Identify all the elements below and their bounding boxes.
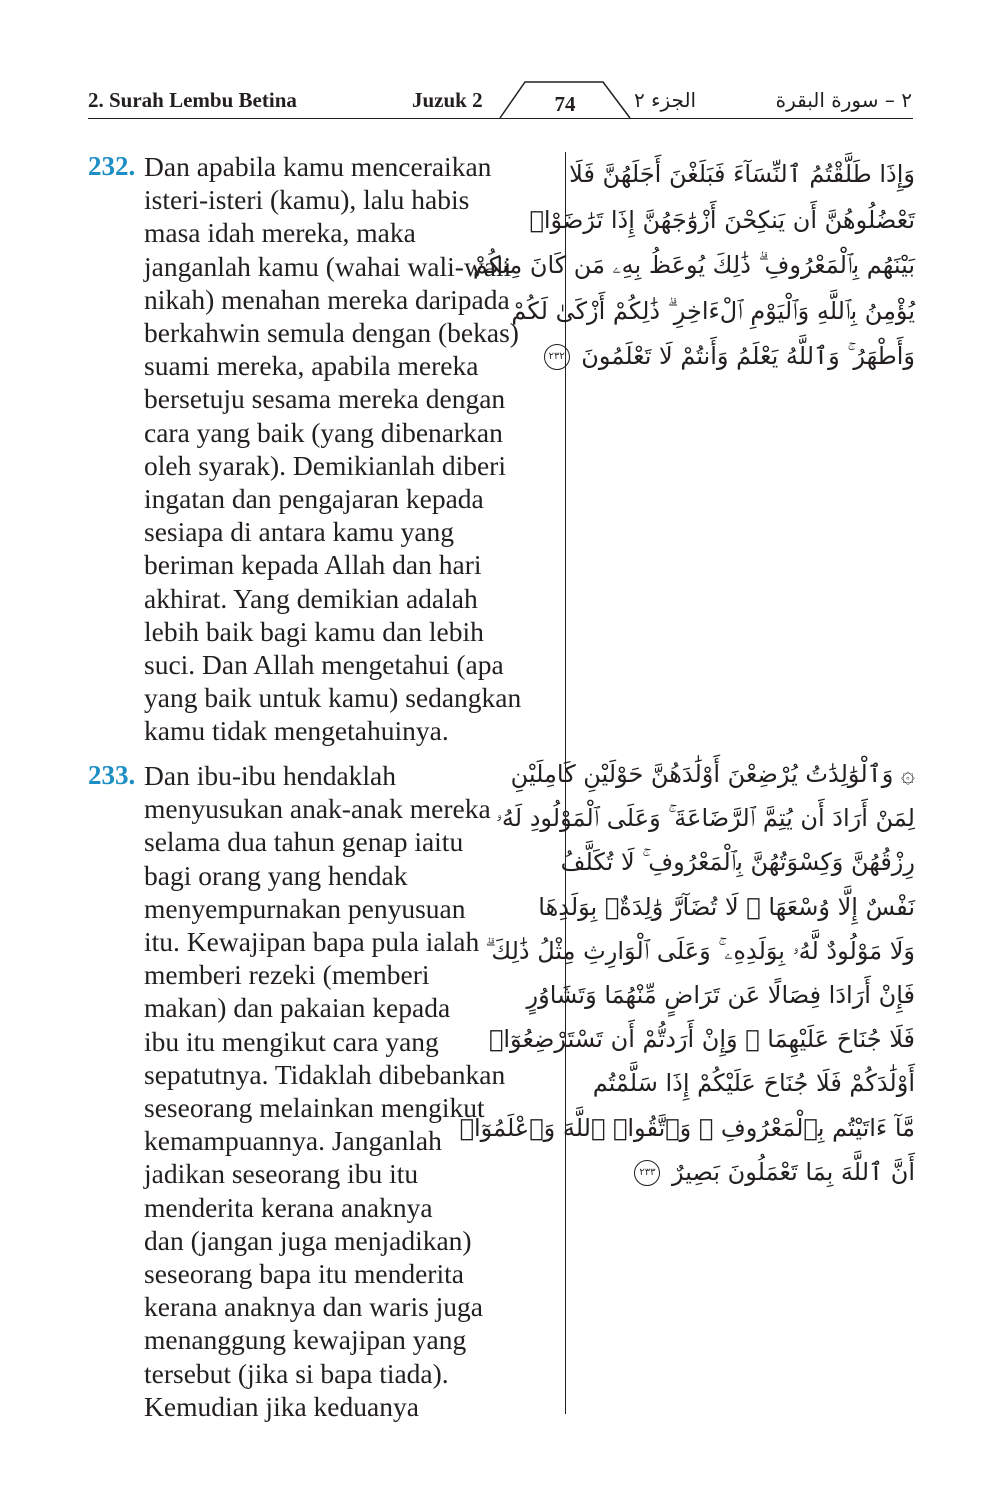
verse-line: lebih baik bagi kamu dan lebih — [144, 615, 484, 647]
arabic-line: أَنَّ ٱللَّهَ بِمَا تَعْمَلُونَ بَصِيرٌ — [672, 1157, 915, 1186]
verse-line: beriman kepada Allah dan hari — [144, 549, 482, 581]
verse-line: janganlah kamu (wahai wali-wali — [144, 250, 512, 282]
arabic-line: وَلَا مَوْلُودٌ لَّهُۥ بِوَلَدِهِۦ ۚ وَعَلَى ٱلْوَارِثِ مِثْلُ ذَٰلِكَ ۗ — [485, 936, 915, 965]
verse-line: menyempurnakan penyusuan — [144, 892, 466, 924]
verse-line: cara yang baik (yang dibenarkan — [144, 416, 503, 448]
verse-line: suami mereka, apabila mereka — [144, 350, 479, 382]
arabic-line: وَإِذَا طَلَّقْتُمُ ٱلنِّسَآءَ فَبَلَغْنَ أَجَلَهُنَّ فَلَا — [569, 160, 915, 188]
verse-line: berkahwin semula dengan (bekas) — [144, 317, 519, 349]
arabic-line-last — [548, 334, 915, 380]
ayah-end-marker: ٢٣٢ — [544, 344, 570, 370]
verse-line: yang baik untuk kamu) sedangkan — [144, 682, 522, 714]
verse-line: tersebut (jika si bapa tiada). — [144, 1357, 449, 1389]
arabic-line: رِزْقُهُنَّ وَكِسْوَتُهُنَّ بِٱلْمَعْرُوفِ ۚ لَا تُكَلَّفُ — [560, 848, 915, 877]
verse-text — [144, 759, 505, 1423]
arabic-line: بَيْنَهُم بِٱلْمَعْرُوفِ ۗ ذَٰلِكَ يُوعَظُ بِهِۦ مَن كَانَ مِنكُمْ — [472, 251, 915, 279]
verse-line: sesiapa di antara kamu yang — [144, 516, 455, 548]
verse-number: 232. — [88, 151, 136, 181]
arabic-line: مَّآ ءَاتَيْتُم بِٱلْمَعْرُوفِ ۗ وَٱتَّقُوا۟ ٱللَّهَ وَٱعْلَمُوٓا۟ — [459, 1113, 915, 1142]
verse-line: isteri-isteri (kamu), lalu habis — [144, 184, 470, 216]
juz-label-latin: Juzuk 2 — [412, 88, 483, 112]
arabic-line: لِمَنْ أَرَادَ أَن يُتِمَّ ٱلرَّضَاعَةَ ۚ وَعَلَى ٱلْمَوْلُودِ لَهُۥ — [495, 804, 915, 833]
verse-line: suci. Dan Allah mengetahui (apa — [144, 649, 504, 681]
verse-line: menderita kerana anaknya — [144, 1191, 433, 1223]
verse-line: memberi rezeki (memberi — [144, 959, 430, 991]
verse-line: oleh syarak). Demikianlah diberi — [144, 449, 506, 481]
verse-line: nikah) menahan mereka daripada — [144, 283, 510, 315]
arabic-line: فَلَا جُنَاحَ عَلَيْهِمَا ۗ وَإِنْ أَرَدتُّمْ أَن تَسْتَرْضِعُوٓا۟ — [488, 1025, 915, 1054]
surah-title-arabic: ٢ – سورة البقرة — [775, 88, 912, 112]
header-rule — [88, 118, 913, 119]
verse-line: akhirat. Yang demikian adalah — [144, 582, 478, 614]
verse-line: kerana anaknya dan waris juga — [144, 1291, 484, 1323]
surah-title-latin: 2. Surah Lembu Betina — [88, 88, 297, 112]
verse-line: itu. Kewajipan bapa pula ialah — [144, 926, 480, 958]
verse-number: 233. — [88, 760, 136, 790]
verse-line: makan) dan pakaian kepada — [144, 992, 451, 1024]
verse-line: Dan ibu-ibu hendaklah — [144, 760, 397, 791]
verse-line: masa idah mereka, maka — [144, 217, 416, 249]
arabic-line: تَعْضُلُوهُنَّ أَن يَنكِحْنَ أَزْوَٰجَهُنَّ إِذَا تَرَٰضَوْا۟ — [529, 205, 915, 234]
arabic-line: يُؤْمِنُ بِٱللَّهِ وَٱلْيَوْمِ ٱلْءَاخِرِ ۗ ذَٰلِكُمْ أَزْكَىٰ لَكُمْ — [511, 296, 915, 325]
page-header — [0, 0, 1000, 130]
arabic-line: أَوْلَٰدَكُمْ فَلَا جُنَاحَ عَلَيْكُمْ إِذَا سَلَّمْتُم — [592, 1069, 915, 1098]
verse-232-arabic — [472, 152, 915, 380]
page-number-tab — [0, 0, 1000, 130]
juz-label-arabic: الجزء ٢ — [634, 88, 697, 112]
verse-line: kemampuannya. Janganlah — [144, 1125, 442, 1157]
arabic-line: نَفْسٌ إِلَّا وُسْعَهَا ۚ لَا تُضَآرَّ وَٰلِدَةٌۢ بِوَلَدِهَا — [538, 892, 915, 921]
verse-line: bagi orang yang hendak — [144, 859, 408, 891]
verse-line: Dan apabila kamu menceraikan — [144, 151, 492, 182]
verse-line: dan (jangan juga menjadikan) — [144, 1224, 472, 1256]
verse-line: ibu itu mengikut cara yang — [144, 1025, 439, 1057]
verse-line: menanggung kewajipan yang — [144, 1324, 467, 1356]
verse-line: jadikan seseorang ibu itu — [144, 1158, 419, 1190]
arabic-line-last — [590, 1150, 915, 1194]
verse-line: seseorang bapa itu menderita — [144, 1258, 464, 1290]
ayah-end-marker: ٢٣٣ — [634, 1160, 660, 1186]
verse-text — [144, 150, 521, 748]
arabic-line: وَأَطْهَرُ ۚ وَٱللَّهُ يَعْلَمُ وَأَنتُمْ لَا تَعْلَمُونَ — [581, 342, 915, 370]
verse-line: ingatan dan pengajaran kepada — [144, 483, 484, 515]
verse-line: Kemudian jika keduanya — [144, 1390, 419, 1422]
arabic-line: فَإِنْ أَرَادَا فِصَالًا عَن تَرَاضٍ مِّنْهُمَا وَتَشَاوُرٍ — [526, 980, 915, 1009]
verse-line: seseorang melainkan mengikut — [144, 1092, 485, 1124]
page-number: 74 — [554, 92, 576, 116]
verse-233-arabic — [459, 752, 915, 1194]
verse-line: selama dua tahun genap iaitu — [144, 826, 464, 858]
verse-line: sepatutnya. Tidaklah dibebankan — [144, 1058, 506, 1090]
verse-line: kamu tidak mengetahuinya. — [144, 715, 449, 747]
verse-line: bersetuju sesama mereka dengan — [144, 383, 506, 415]
verse-line: menyusukan anak-anak mereka — [144, 793, 491, 825]
arabic-line: ۞ وَٱلْوَٰلِدَٰتُ يُرْضِعْنَ أَوْلَٰدَهُنَّ حَوْلَيْنِ كَامِلَيْنِ — [510, 760, 915, 788]
